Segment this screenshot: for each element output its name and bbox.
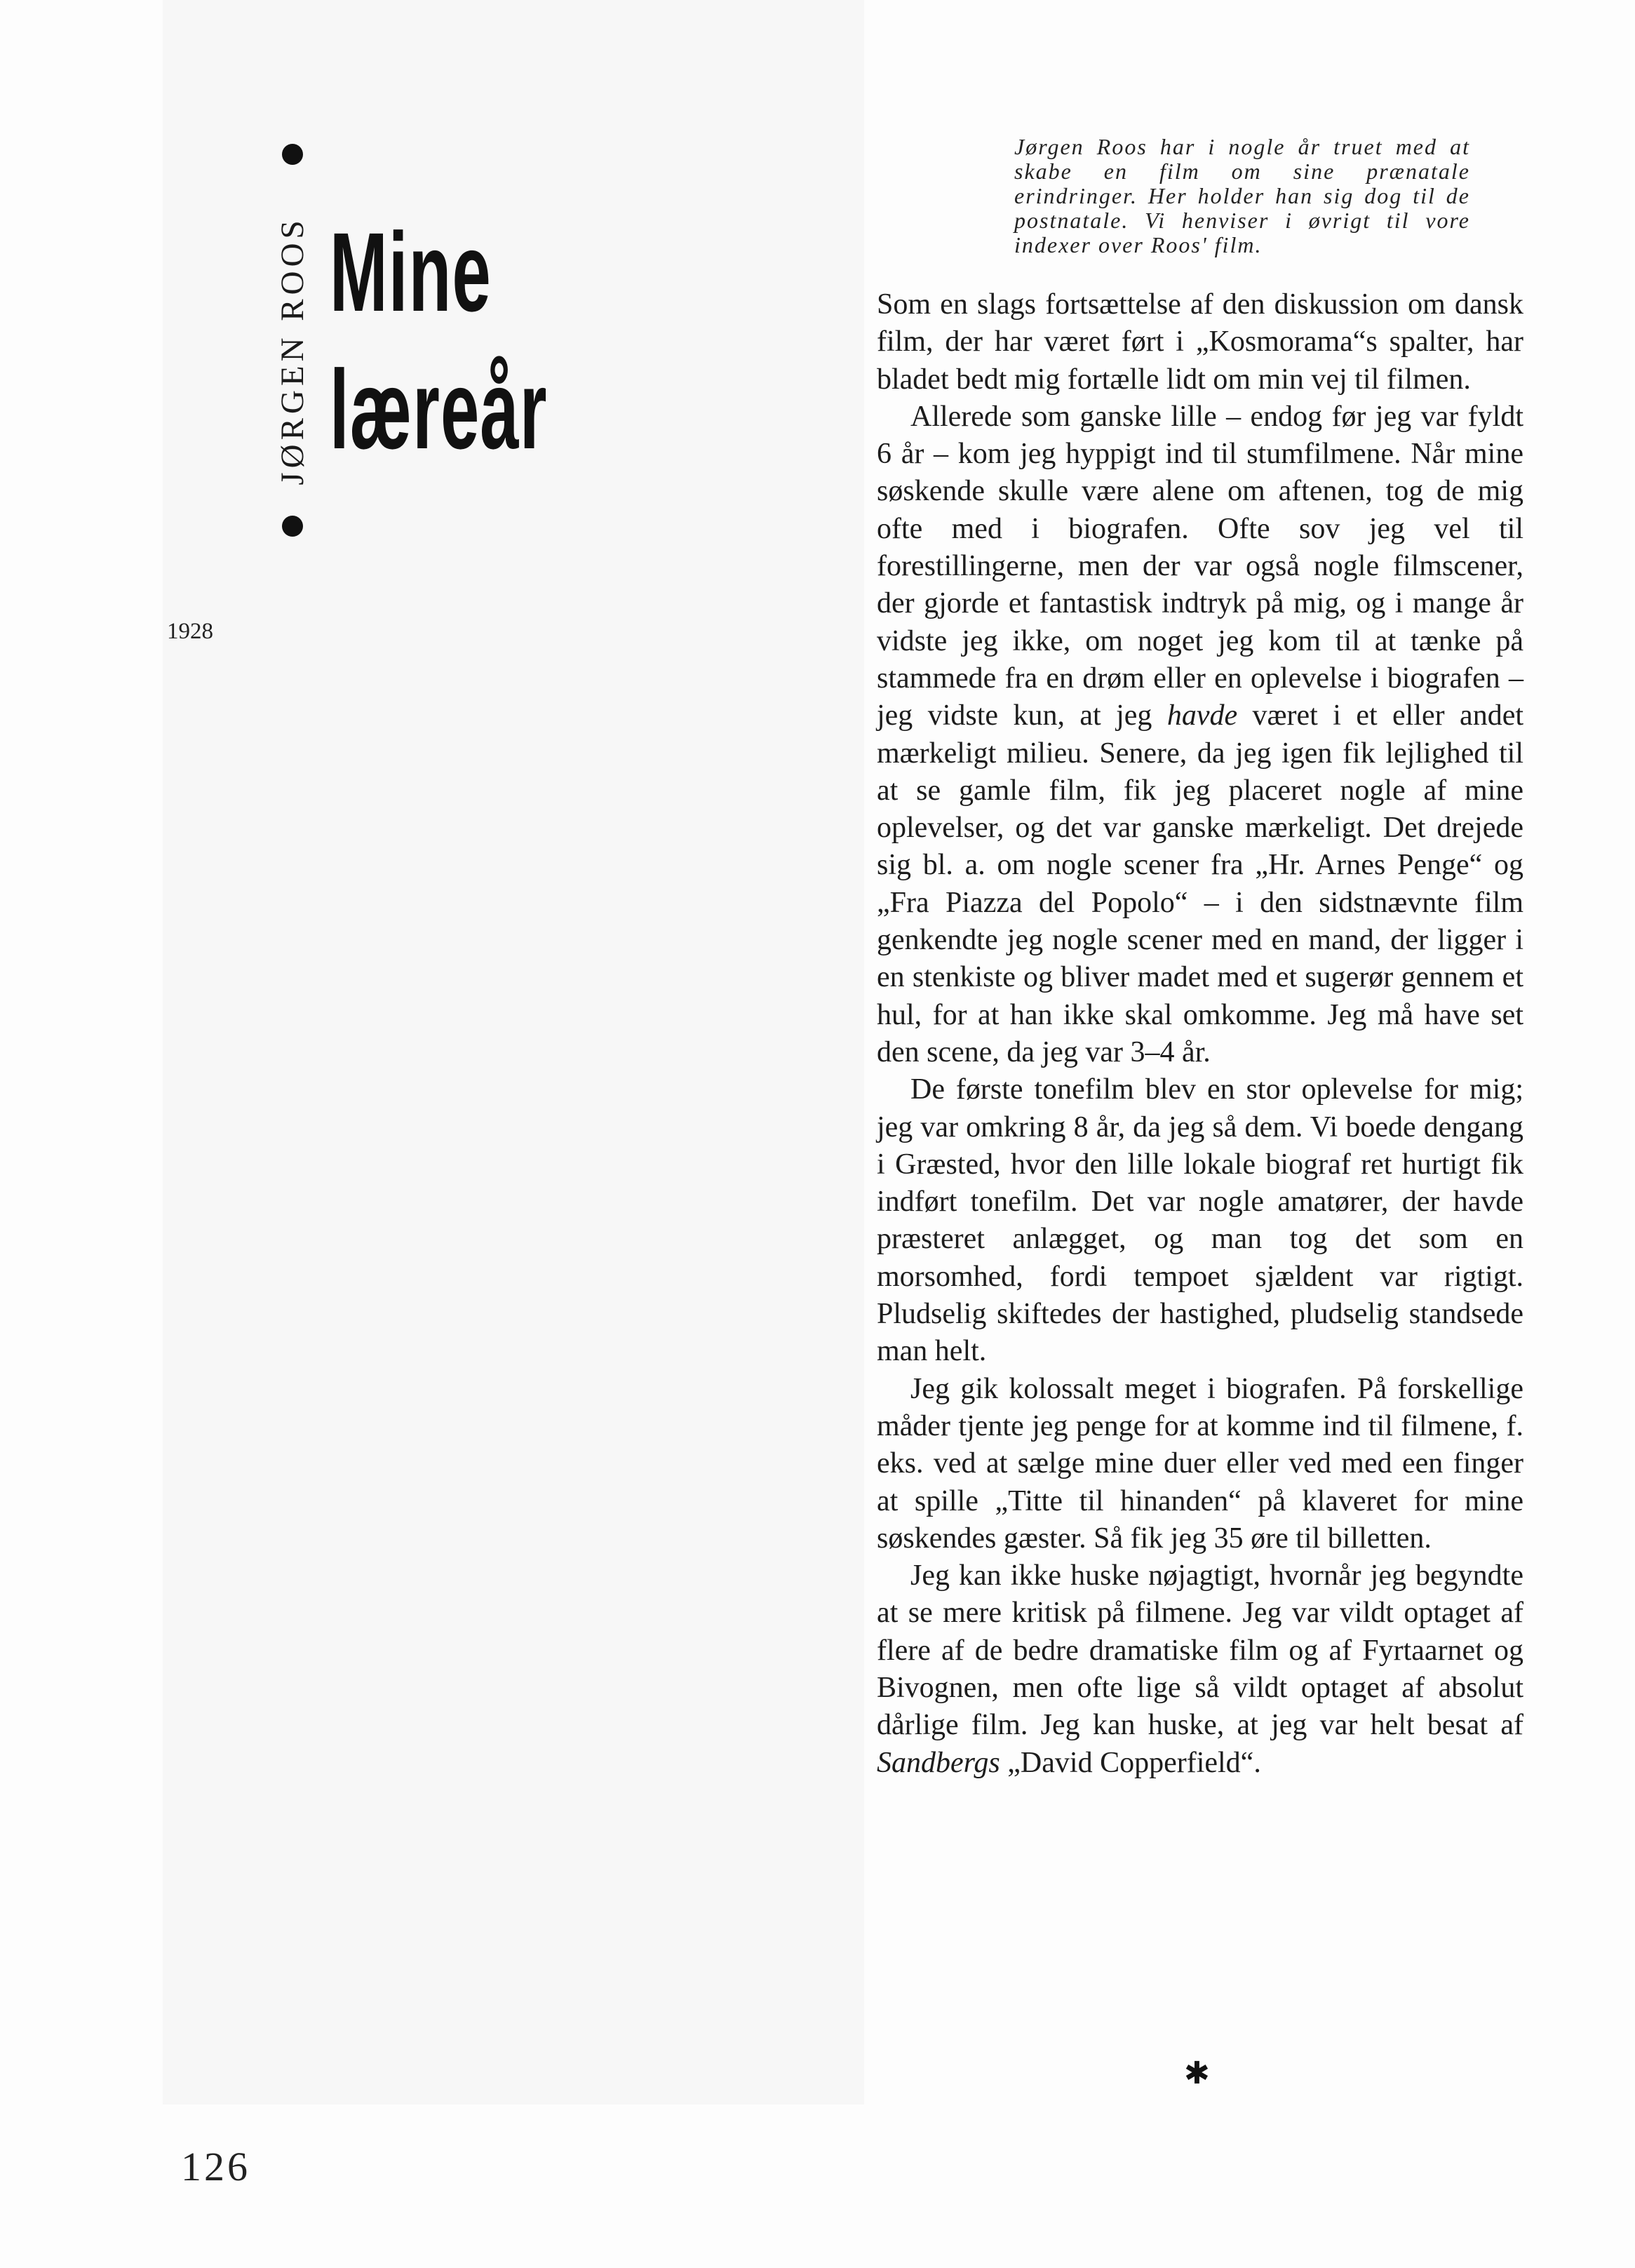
paragraph-4: Jeg gik kolossalt meget i biografen. På forskellige måder tjente jeg penge for at komme ind til filmene, f. eks. ved at sælge mine duer eller ved med een finger at spille „Titte til hinanden“ på klaveret for mine søskendes gæster. Så fik jeg 35 øre til billetten. <box>877 1372 1523 1555</box>
article-body <box>877 286 1523 1782</box>
paragraph-3: De første tonefilm blev en stor oplevelse for mig; jeg var omkring 8 år, da jeg så dem. Vi boede dengang i Græsted, hvor den lille lokale biograf ret hurtigt fik indført tonefilm. Det var nogle amatører, der havde præsteret anlægget, og man tog det som en morsomhed, fordi tempoet sjældent var rigtigt. Pludselig skiftedes der hastighed, pludselig standsede man helt. <box>877 1073 1523 1368</box>
paragraph-5 <box>877 1557 1523 1782</box>
article-title <box>330 203 548 478</box>
author-byline <box>274 144 316 565</box>
paragraph-5-text-a: Jeg kan ikke huske nøjagtigt, hvornår jeg begyndte at se mere kritisk på filmene. Jeg var vildt optaget af flere af de bedre dramatiske film og af Fyrtaarnet og Bivognen, men ofte lige så vildt optaget af absolut dårlige film. Jeg kan huske, at jeg var helt besat af <box>877 1559 1523 1742</box>
intro-note: Jørgen Roos har i nogle år truet med at skabe en film om sine prænatale erindringer. Her holder han sig dog til de postnatale. Vi henviser i øvrigt til vore indexer over Roos' film. <box>1014 134 1470 257</box>
emphasis-havde: havde <box>1166 699 1238 732</box>
author-name: JØRGEN ROOS <box>274 216 311 485</box>
title-line-1: Mine <box>330 209 492 335</box>
bullet-dot-bottom <box>282 516 303 537</box>
end-asterisk-icon: ✱ <box>1184 2055 1210 2091</box>
page-number: 126 <box>181 2144 250 2189</box>
year-label: 1928 <box>167 619 213 644</box>
bullet-dot-top <box>282 144 303 165</box>
title-line-2: læreår <box>330 347 548 472</box>
paragraph-2-text-a: Allerede som ganske lille – endog før jeg var fyldt 6 år – kom jeg hyppigt ind til stumfilmene. Når mine søskende skulle være alene om aftenen, tog de mig ofte med i biografen. Ofte sov jeg vel til forestillingerne, men der var også nogle filmscener, der gjorde et fantastisk indtryk på mig, og i mange år vidste jeg ikke, om noget jeg kom til at tænke på stammede fra en drøm eller en oplevelse i biografen – jeg vidste kun, at jeg <box>877 400 1523 732</box>
emphasis-sandbergs: Sandbergs <box>877 1746 1000 1779</box>
paragraph-2-text-b: været i et eller andet mærkeligt milieu. Senere, da jeg igen fik lejlighed til at se gamle film, fik jeg placeret nogle af mine oplevelser, og det var ganske mærkeligt. Det drejede sig bl. a. om nogle scener fra „Hr. Arnes Penge“ og „Fra Piazza del Popolo“ – i den sidstnævnte film genkendte jeg nogle scener med en mand, der ligger i en stenkiste og bliver madet med et sugerør gennem et hul, for at han ikke skal omkomme. Jeg må have set den scene, da jeg var 3–4 år. <box>877 699 1524 1068</box>
paragraph-5-text-b: „David Copperfield“. <box>1007 1746 1261 1779</box>
paragraph-2 <box>877 398 1523 1071</box>
paragraph-1: Som en slags fortsættelse af den diskussion om dansk film, der har været ført i „Kosmorama“s spalter, har bladet bedt mig fortælle lidt om min vej til filmen. <box>877 288 1523 396</box>
